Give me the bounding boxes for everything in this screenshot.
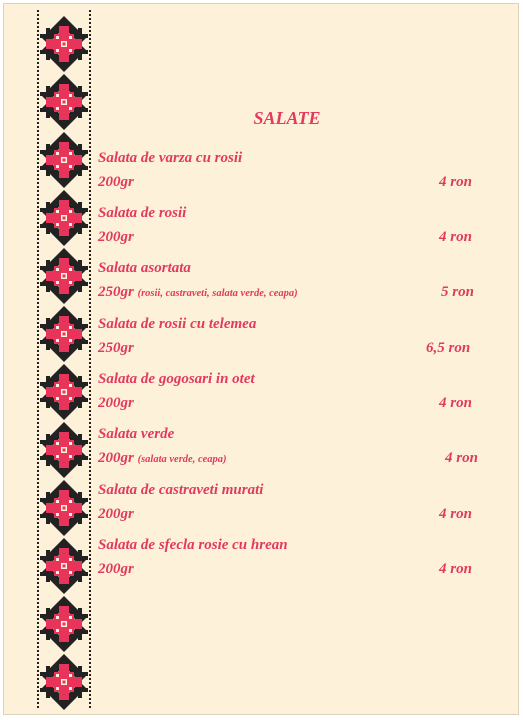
item-price: 6,5 ron: [426, 340, 471, 356]
item-name: Salata de castraveti murati: [98, 482, 264, 498]
item-price: 4 ron: [439, 561, 472, 577]
item-weight: 200gr: [98, 229, 134, 245]
item-name: Salata de sfecla rosie cu hrean: [98, 537, 288, 553]
item-weight: 250gr: [98, 340, 134, 356]
item-price: 4 ron: [439, 395, 472, 411]
item-name: Salata de varza cu rosii: [98, 150, 243, 166]
menu-item: [98, 259, 498, 301]
menu-item: [98, 536, 498, 578]
menu-item: [98, 481, 498, 523]
menu-item: [98, 149, 498, 191]
item-price: 4 ron: [439, 174, 472, 190]
item-price: 4 ron: [439, 229, 472, 245]
item-weight: 250gr: [98, 284, 134, 300]
menu-item: [98, 315, 498, 357]
menu-page: [3, 3, 519, 715]
item-weight: 200gr: [98, 561, 134, 577]
page-title: SALATE: [253, 108, 321, 128]
menu-item: [98, 425, 498, 467]
item-name: Salata verde: [98, 426, 175, 442]
menu-item: [98, 204, 498, 246]
item-price: 4 ron: [445, 450, 478, 466]
item-price: 5 ron: [441, 284, 474, 300]
item-price: 4 ron: [439, 506, 472, 522]
item-ingredients: (salata verde, ceapa): [137, 454, 227, 465]
item-name: Salata de gogosari in otet: [98, 371, 255, 387]
item-weight: 200gr: [98, 395, 134, 411]
item-weight: 200gr: [98, 450, 134, 466]
menu-item: [98, 370, 498, 412]
item-name: Salata de rosii: [98, 205, 187, 221]
item-weight: 200gr: [98, 506, 134, 522]
item-weight: 200gr: [98, 174, 134, 190]
item-name: Salata de rosii cu telemea: [98, 316, 257, 332]
item-ingredients: (rosii, castraveti, salata verde, ceapa): [137, 288, 298, 299]
item-name: Salata asortata: [98, 260, 191, 276]
